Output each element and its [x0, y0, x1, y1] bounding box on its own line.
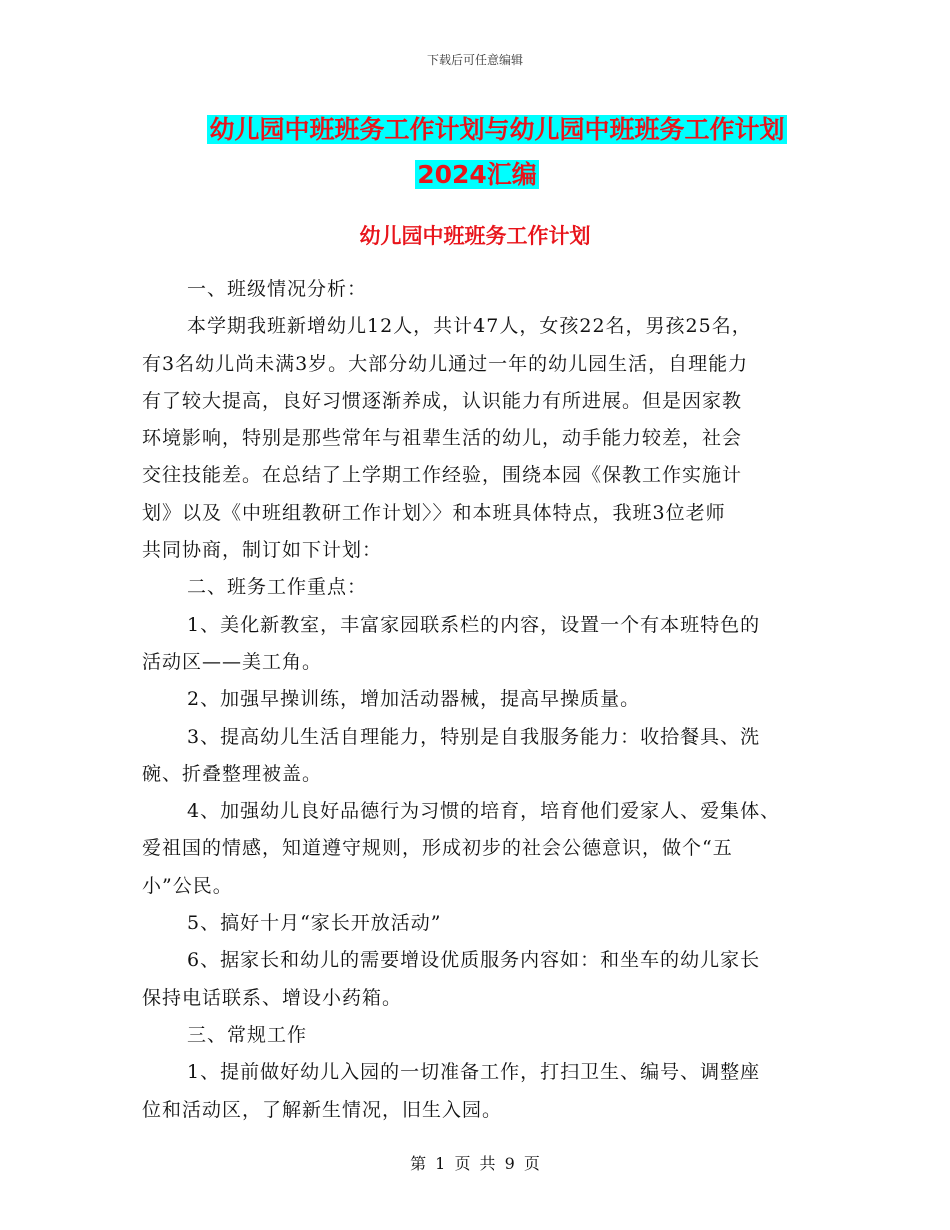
body-line: 爱祖国的情感，知道遵守规则，形成初步的社会公德意识，做个“五 — [142, 837, 733, 860]
body-line: 5、搞好十月“家长开放活动” — [187, 912, 442, 935]
body-line: 二、班务工作重点： — [187, 576, 368, 599]
body-line: 碗、折叠整理被盖。 — [142, 762, 323, 785]
body-line: 三、常规工作 — [187, 1023, 308, 1046]
document-title-line-2-text: 2024汇编 — [417, 160, 537, 189]
document-title-line-1-text: 幼儿园中班班务工作计划与幼儿园中班班务工作计划 — [209, 115, 785, 144]
body-line: 6、据家长和幼儿的需要增设优质服务内容如：和坐车的幼儿家长 — [187, 949, 761, 972]
body-line: 划》以及《中班组教研工作计划〉〉和本班具体特点，我班3位老师 — [142, 501, 726, 524]
section-title: 幼儿园中班班务工作计划 — [359, 224, 591, 248]
body-line: 1、美化新教室，丰富家园联系栏的内容，设置一个有本班特色的 — [187, 613, 761, 636]
body-line: 1、提前做好幼儿入园的一切准备工作，打扫卫生、编号、调整座 — [187, 1061, 761, 1084]
body-line: 位和活动区，了解新生情况，旧生入园。 — [142, 1098, 503, 1121]
body-line: 交往技能差。在总结了上学期工作经验，围绕本园《保教工作实施计 — [142, 464, 743, 487]
body-line: 本学期我班新增幼儿12人，共计47人，女孩22名，男孩25名， — [187, 315, 752, 338]
body-line: 环境影响，特别是那些常年与祖辈生活的幼儿，动手能力较差，社会 — [142, 427, 743, 450]
body-line: 4、加强幼儿良好品德行为习惯的培育，培育他们爱家人、爱集体、 — [187, 800, 781, 823]
body-line: 有了较大提高，良好习惯逐渐养成，认识能力有所进展。但是因家教 — [142, 389, 743, 412]
body-line: 2、加强早操训练，增加活动器械，提高早操质量。 — [187, 688, 641, 711]
header-note: 下载后可任意编辑 — [426, 53, 523, 67]
body-line: 共同协商，制订如下计划： — [142, 539, 383, 562]
body-line: 小”公民。 — [142, 874, 233, 897]
page-footer: 第 1 页 共 9 页 — [410, 1154, 540, 1173]
body-line: 活动区——美工角。 — [142, 650, 323, 673]
body-line: 有3名幼儿尚未满3岁。大部分幼儿通过一年的幼儿园生活，自理能力 — [142, 352, 749, 375]
document-title-line-2 — [2, 155, 950, 195]
body-line: 一、班级情况分析： — [187, 278, 368, 300]
document-title-line-1 — [22, 110, 950, 150]
body-text — [142, 271, 810, 1129]
body-line: 3、提高幼儿生活自理能力，特别是自我服务能力：收拾餐具、洗 — [187, 725, 761, 748]
body-line: 保持电话联系、增设小药箱。 — [142, 986, 403, 1009]
